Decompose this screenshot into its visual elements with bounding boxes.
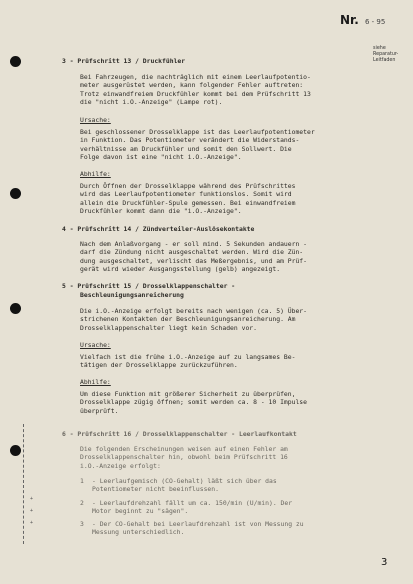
paragraph: Um diese Funktion mit größerer Sicherheit zu überprüfen, Drosselklappe zügig öffnen; somit werden ca. 8 - 10 Impulse überprüft. bbox=[80, 390, 308, 415]
subheading-abhilfe: Abhilfe: bbox=[80, 170, 111, 178]
page-reference-number: Nr. 6 - 95 bbox=[340, 13, 386, 27]
margin-change-bar bbox=[23, 424, 24, 544]
subheading-ursache: Ursache: bbox=[80, 116, 111, 124]
section-heading-continued: Beschleunigungsanreicherung bbox=[80, 291, 184, 299]
subheading-abhilfe: Abhilfe: bbox=[80, 378, 111, 386]
punch-hole bbox=[10, 188, 21, 199]
paragraph: Bei Fahrzeugen, die nachträglich mit einem Leerlaufpotentio- meter ausgerüstet werden, kann folgender Fehler auftreten: Trotz einwandfreiem Druckfühler kommt bei dem Prüfschritt 13 die "nicht i.O.-Anzeige" (Lampe rot). bbox=[80, 73, 311, 107]
margin-mark: + bbox=[30, 496, 34, 502]
list-item: 2 - Leerlaufdrehzahl fällt um ca. 150/min (U/min). Der Motor beginnt zu "sägen". bbox=[80, 499, 293, 516]
margin-mark: + bbox=[30, 508, 34, 514]
punch-hole bbox=[10, 445, 21, 456]
paragraph: Die i.O.-Anzeige erfolgt bereits nach wenigen (ca. 5) Über- strichenen Kontakten der Beschleunigungsanreicherung. Am Drosselklappenschalter liegt kein Schaden vor. bbox=[80, 307, 308, 332]
page-number: 3 bbox=[381, 557, 388, 568]
section-heading: 3 - Prüfschritt 13 / Druckfühler bbox=[62, 57, 186, 65]
punch-hole bbox=[10, 56, 21, 67]
section-heading: 5 - Prüfschritt 15 / Drosselklappenschalter - bbox=[62, 282, 236, 290]
section-heading: 6 - Prüfschritt 16 / Drosselklappenschalter - Leerlaufkontakt bbox=[62, 430, 297, 438]
paragraph: Durch Öffnen der Drosselklappe während des Prüfschrittes wird das Leerlaufpotentiometer funktionslos. Somit wird allein die Druckfühler-Spule gemessen. Bei einwandfreiem Druckfühler kommt dann die "i.O.-Anzeige". bbox=[80, 182, 296, 216]
paragraph: Nach dem Anlaßvorgang - er soll mind. 5 Sekunden andauern - darf die Zündung nicht ausgeschaltet werden. Wird die Zün- dung ausgeschaltet, verlischt das Meßergebnis, und am Prüf- gerät wird wieder Ausgangsstellung (gelb) angezeigt. bbox=[80, 240, 308, 274]
subheading-ursache: Ursache: bbox=[80, 341, 111, 349]
punch-hole bbox=[10, 303, 21, 314]
paragraph: Bei geschlossener Drosselklappe ist das Leerlaufpotentiometer in Funktion. Das Potentiometer verändert die Widerstands- verhältnisse am Druckfühler und somit den Sollwert. Die Folge davon ist eine "nicht i.O.-Anzeige". bbox=[80, 128, 315, 162]
paragraph: Die folgenden Erscheinungen weisen auf einen Fehler am Drosselklappenschalter hin, obwohl beim Prüfschritt 16 i.O.-Anzeige erfolgt: bbox=[80, 445, 288, 470]
margin-mark: + bbox=[30, 520, 34, 526]
list-item: 3 - Der CO-Gehalt bei Leerlaufdrehzahl ist von Messung zu Messung unterschiedlich. bbox=[80, 520, 304, 537]
paragraph: Vielfach ist die frühe i.O.-Anzeige auf zu langsames Be- tätigen der Drosselklappe zurückzuführen. bbox=[80, 353, 296, 370]
section-heading: 4 - Prüfschritt 14 / Zündverteiler-Auslösekontakte bbox=[62, 225, 255, 233]
side-note: siehe Reparatur- Leitfaden bbox=[373, 46, 399, 63]
list-item: 1 - Leerlaufgemisch (CO-Gehalt) läßt sich über das Potentiometer nicht beeinflussen. bbox=[80, 477, 277, 494]
